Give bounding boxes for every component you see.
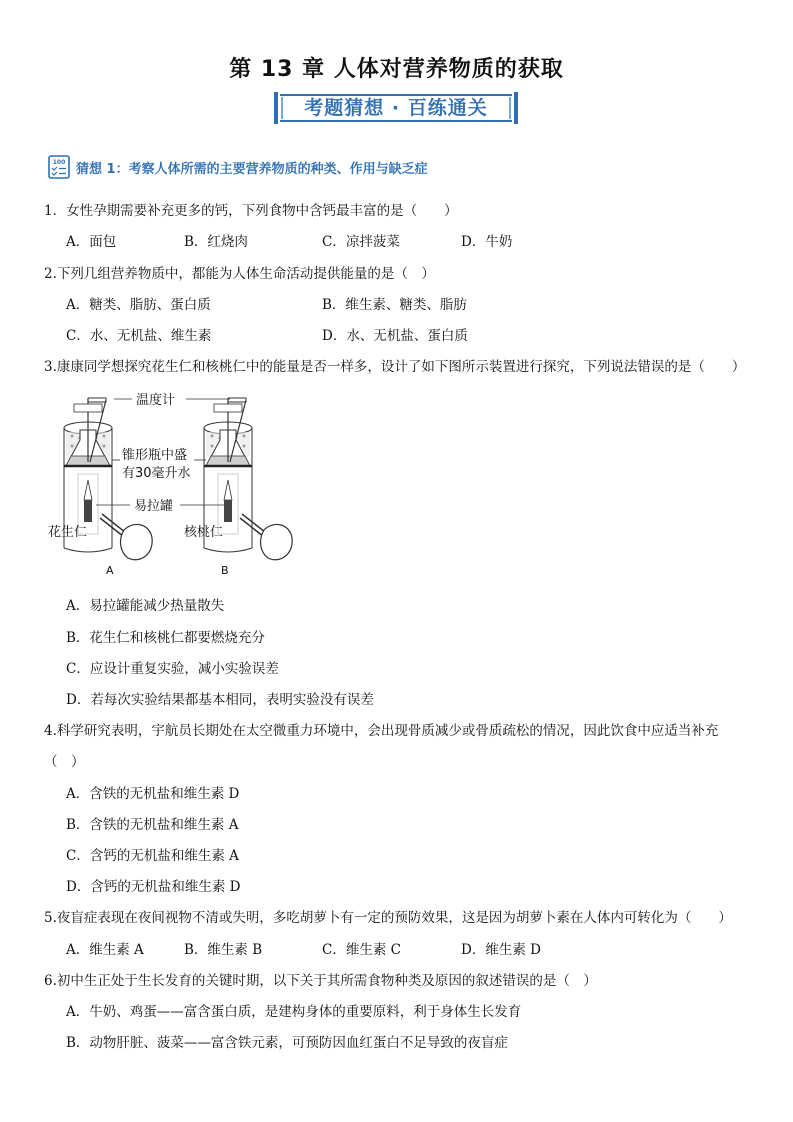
question-5-stem: 5.夜盲症表现在夜间视物不清或失明，多吃胡萝卜有一定的预防效果，这是因为胡萝卜素在人体内可转化为（ ） <box>44 910 732 926</box>
label-walnut: 核桃仁 <box>184 525 224 540</box>
page-title: 第 13 章 人体对营养物质的获取 <box>229 57 564 82</box>
svg-text:100: 100 <box>52 159 66 166</box>
q3-option-a: A．易拉罐能减少热量散失 <box>66 598 225 614</box>
question-4-stem-cont: （ ） <box>44 754 85 770</box>
experiment-figure <box>44 388 294 580</box>
checklist-icon <box>48 155 70 179</box>
guess-heading: 猜想 1：考察人体所需的主要营养物质的种类、作用与缺乏症 <box>76 162 428 177</box>
label-peanut: 花生仁 <box>48 525 88 540</box>
question-4-stem: 4.科学研究表明，宇航员长期处在太空微重力环境中，会出现骨质减少或骨质疏松的情况，因此饮食中应适当补充 <box>44 723 719 739</box>
q2-option-b: B．维生素、糖类、脂肪 <box>322 297 467 313</box>
q5-option-d: D．维生素 D <box>461 942 541 958</box>
q1-option-d: D．牛奶 <box>461 234 513 250</box>
q6-option-a: A．牛奶、鸡蛋——富含蛋白质，是建构身体的重要原料，利于身体生长发育 <box>66 1004 522 1020</box>
banner-text: 考题猜想 · 百练通关 <box>304 97 488 119</box>
question-1-stem: 1．女性孕期需要补充更多的钙，下列食物中含钙最丰富的是（ ） <box>44 203 458 219</box>
label-thermometer: 温度计 <box>136 393 176 408</box>
q4-option-b: B．含铁的无机盐和维生素 A <box>66 817 239 833</box>
q2-option-c: C．水、无机盐、维生素 <box>66 328 212 344</box>
question-6-stem: 6.初中生正处于生长发育的关键时期，以下关于其所需食物种类及原因的叙述错误的是（ ） <box>44 973 597 989</box>
q4-option-a: A．含铁的无机盐和维生素 D <box>66 786 240 802</box>
label-a: A <box>106 564 114 577</box>
q3-option-c: C．应设计重复实验，减小实验误差 <box>66 661 279 677</box>
q2-option-a: A．糖类、脂肪、蛋白质 <box>66 297 211 313</box>
q5-option-b: B．维生素 B <box>184 942 263 958</box>
q6-option-b: B．动物肝脏、菠菜——富含铁元素，可预防因血红蛋白不足导致的夜盲症 <box>66 1035 508 1051</box>
q4-option-c: C．含钙的无机盐和维生素 A <box>66 848 239 864</box>
q5-option-a: A．维生素 A <box>66 942 144 958</box>
question-3-stem: 3.康康同学想探究花生仁和核桃仁中的能量是否一样多，设计了如下图所示装置进行探究，下列说法错误的是（ ） <box>44 359 746 375</box>
label-can: 易拉罐 <box>134 499 174 514</box>
question-2-stem: 2.下列几组营养物质中，都能为人体生命活动提供能量的是（ ） <box>44 266 435 282</box>
section-banner <box>274 94 518 122</box>
q1-option-a: A．面包 <box>66 234 117 250</box>
q2-option-d: D．水、无机盐、蛋白质 <box>322 328 468 344</box>
label-flask-line2: 有30毫升水 <box>122 466 191 481</box>
q5-option-c: C．维生素 C <box>322 942 401 958</box>
label-b: B <box>221 564 229 577</box>
label-flask-line1: 锥形瓶中盛 <box>122 448 188 463</box>
q3-option-b: B．花生仁和核桃仁都要燃烧充分 <box>66 630 265 646</box>
q4-option-d: D．含钙的无机盐和维生素 D <box>66 879 241 895</box>
q3-option-d: D．若每次实验结果都基本相同，表明实验没有误差 <box>66 692 374 708</box>
q1-option-c: C．凉拌菠菜 <box>322 234 400 250</box>
q1-option-b: B．红烧肉 <box>184 234 248 250</box>
